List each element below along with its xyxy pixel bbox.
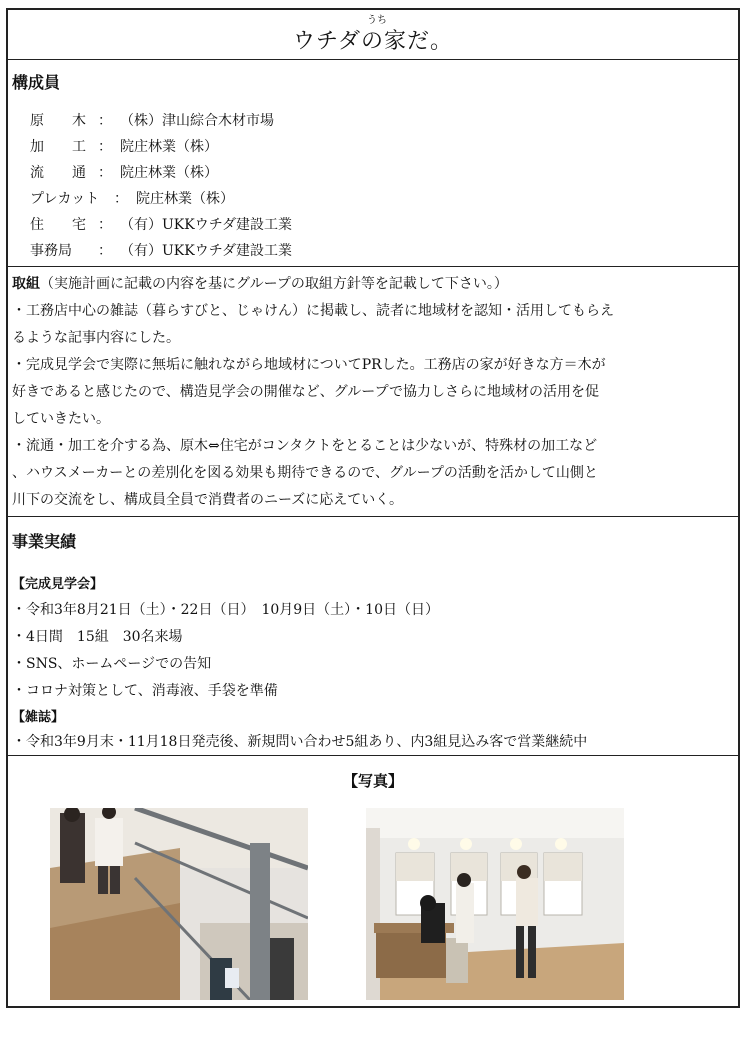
member-role: 事務局 (30, 243, 72, 259)
members-section (8, 60, 738, 267)
open-house-line: ・コロナ対策として、消毒液、手袋を準備 (12, 683, 278, 699)
efforts-heading: 取組 (12, 276, 40, 292)
efforts-line: していきたい。 (12, 411, 110, 427)
member-colon: ： (98, 217, 112, 233)
title-section (8, 10, 738, 60)
member-role: 流 通 (30, 165, 86, 181)
member-role: 住 宅 (30, 217, 86, 233)
open-house-line: ・4日間 15組 30名来場 (12, 629, 183, 645)
title-text: ウチダの家だ。 (293, 29, 453, 54)
efforts-line: 、ハウスメーカーとの差別化を図る効果も期待できるので、グループの活動を活かして山側と (12, 465, 598, 481)
efforts-line: ・完成見学会で実際に無垢に触れながら地域材についてPRした。工務店の家が好きな方＝木が (12, 357, 606, 373)
document-frame (6, 8, 740, 1008)
magazine-heading: 【雑誌】 (12, 710, 65, 725)
results-section (8, 517, 738, 756)
results-heading: 事業実績 (12, 532, 77, 551)
magazine-line: ・令和3年9月末・11月18日発売後、新規問い合わせ5組あり、内3組見込み客で営業継続中 (12, 734, 588, 750)
member-colon: ： (98, 165, 112, 181)
page-title (293, 15, 453, 55)
efforts-line: 川下の交流をし、構成員全員で消費者のニーズに応えていく。 (12, 492, 404, 508)
photo-loft-interior (50, 808, 308, 1000)
photos-section (8, 756, 738, 1008)
efforts-header-line (12, 273, 508, 293)
title-ruby: うち (367, 15, 388, 26)
member-value: 院庄林業（株） (120, 139, 218, 155)
member-value: （株）津山綜合木材市場 (120, 113, 274, 129)
member-role: 原 木 (30, 113, 86, 129)
member-role: プレカット (30, 191, 100, 207)
member-value: 院庄林業（株） (136, 191, 234, 207)
members-heading: 構成員 (12, 73, 61, 92)
member-row (30, 188, 234, 208)
efforts-line: ・工務店中心の雑誌（暮らすびと、じゃけん）に掲載し、読者に地域材を認知・活用してもらえ (12, 303, 614, 319)
efforts-line: 好きであると感じたので、構造見学会の開催など、グループで協力しさらに地域材の活用を促 (12, 384, 600, 400)
photos-heading: 【写真】 (342, 772, 403, 790)
member-colon: ： (98, 139, 112, 155)
member-value: （有）UKKウチダ建設工業 (120, 243, 293, 259)
loft-photo-image (50, 808, 308, 1000)
member-colon: ： (98, 243, 112, 259)
efforts-note: （実施計画に記載の内容を基にグループの取組方針等を記載して下さい。） (40, 276, 508, 292)
open-house-line: ・SNS、ホームページでの告知 (12, 656, 212, 672)
member-role: 加 工 (30, 139, 86, 155)
room-photo-image (366, 808, 624, 1000)
member-row (30, 214, 292, 234)
photo-room-interior (366, 808, 624, 1000)
efforts-section (8, 267, 738, 517)
open-house-heading: 【完成見学会】 (12, 577, 104, 592)
member-colon: ： (114, 191, 128, 207)
efforts-line: るような記事内容にした。 (12, 330, 180, 346)
member-row (30, 162, 218, 182)
member-row (30, 110, 274, 130)
member-row (30, 136, 218, 156)
member-value: 院庄林業（株） (120, 165, 218, 181)
open-house-line: ・令和3年8月21日（土）・22日（日） 10月9日（土）・10日（日） (12, 602, 439, 618)
member-colon: ： (98, 113, 112, 129)
member-row (30, 240, 292, 260)
member-value: （有）UKKウチダ建設工業 (120, 217, 293, 233)
efforts-line: ・流通・加工を介する為、原木⇔住宅がコンタクトをとることは少ないが、特殊材の加工など (12, 438, 598, 454)
